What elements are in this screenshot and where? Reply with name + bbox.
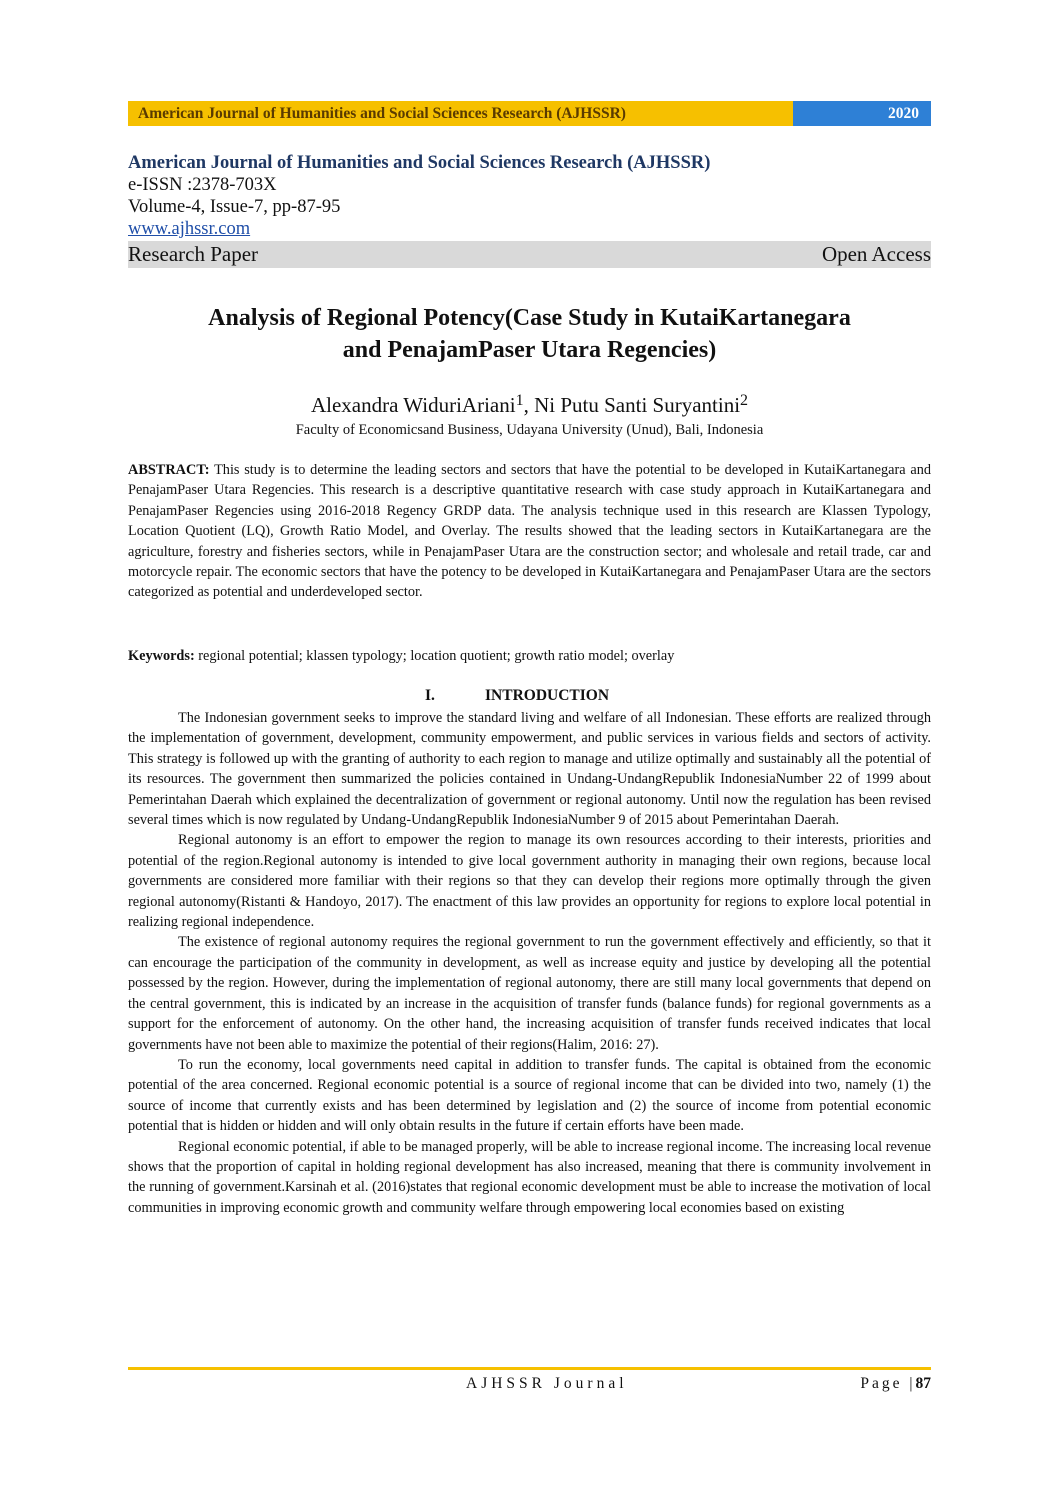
journal-issn: e-ISSN :2378-703X — [128, 175, 277, 195]
paragraph: The Indonesian government seeks to improve the standard living and welfare of all Indonesian. These efforts are realized through the implementation of government, development, community empowerment, and public services in various fields and sectors of activity. This strategy is followed up with the granting of authority to each region to manage and utilize optimally and sustainably all the potential of its resources. The government then summarized the policies contained in Undang-UndangRepublik IndonesiaNumber 22 of 1999 about Pemerintahan Daerah which explained the decentralization of government or regional autonomy. Until now the regulation has been revised several times which is now regulated by Undang-UndangRepublik IndonesiaNumber 9 of 2015 about Pemerintahan Daerah. — [128, 710, 931, 829]
paragraph: The existence of regional autonomy requires the regional government to run the government effectively and efficiently, so that it can encourage the participation of the community in development, as well as increase equity and justice by developing all the potential possessed by the region. However, during the implementation of regional autonomy, there are still many local governments that depend on the central government, this is indicated by an increase in the acquisition of transfer funds (balance funds) for regional governments as a support for the enforcement of autonomy. On the other hand, the increasing acquisition of transfer funds received indicates that local governments have not been able to maximize the potential of their regions(Halim, 2016: 27). — [128, 934, 931, 1053]
paper-title-line-1: Analysis of Regional Potency(Case Study in KutaiKartanegara — [208, 305, 851, 331]
paragraph: Regional economic potential, if able to be managed properly, will be able to increase regional income. The increasing local revenue shows that the proportion of capital in holding regional development has also increased, meaning that there is community involvement in the running of government.Karsinah et al. (2016)states that regional economic development must be able to increase the motivation of local communities in improving economic growth and community welfare through empowering local economies based on existing — [128, 1138, 931, 1216]
author-2-affiliation-mark: 2 — [740, 392, 749, 409]
running-header — [128, 101, 931, 126]
paper-type: Research Paper — [128, 242, 259, 266]
journal-url-link[interactable]: www.ajhssr.com — [128, 219, 251, 239]
author-2: Ni Putu Santi Suryantini — [534, 393, 741, 417]
author-list — [128, 387, 931, 419]
keywords-label: Keywords: — [128, 648, 195, 664]
abstract-text: This study is to determine the leading sectors and sectors that have the potential to be developed in KutaiKartanegara and PenajamPaser Utara Regencies. This research is a descriptive quantitative research with case study approach in KutaiKartanegara and PenajamPaser Regencies using 2016-2018 Regency GRDP data. The analysis technique used in this research are Klassen Typology, Location Quotient (LQ), Growth Ratio Model, and Overlay. The results showed that the leading sectors in KutaiKartanegara are the agriculture, forestry and fisheries sectors, while in PenajamPaser Utara are the construction sector; and wholesale and retail trade, car and motorcycle repair. The economic sectors that have the potency to be developed in KutaiKartanegara and PenajamPaser Utara are the sectors categorized as potential and underdeveloped sector. — [128, 462, 931, 601]
footer-page-number: 87 — [915, 1375, 931, 1392]
footer-page — [860, 1375, 931, 1393]
journal-info — [128, 152, 931, 268]
author-separator: , — [523, 393, 535, 417]
journal-name: American Journal of Humanities and Social Sciences Research (AJHSSR) — [128, 153, 711, 173]
paper-type-bar — [128, 241, 931, 268]
author-1: Alexandra WiduriAriani — [310, 393, 516, 417]
access-type: Open Access — [821, 242, 931, 266]
journal-volume: Volume-4, Issue-7, pp-87-95 — [128, 197, 341, 217]
section-title: INTRODUCTION — [485, 687, 610, 704]
section-number: I. — [425, 687, 435, 704]
abstract-label: ABSTRACT: — [128, 462, 210, 478]
author-1-affiliation-mark: 1 — [515, 392, 524, 409]
paper-title — [128, 302, 931, 366]
page-footer — [128, 1375, 931, 1397]
running-header-year: 2020 — [793, 101, 931, 126]
keywords — [128, 646, 931, 666]
paragraph: To run the economy, local governments need capital in addition to transfer funds. The capital is obtained from the economic potential of the area concerned. Regional economic potential is a source of regional income that can be divided into two, namely (1) the source of income that currently exists and has been determined by legislation and (2) the source of income from potential economic potential that is hidden or hidden and will only obtain results in the future if certain efforts have been made. — [128, 1056, 931, 1135]
footer-page-label: Page | — [860, 1375, 916, 1392]
paragraph: Regional autonomy is an effort to empower the region to manage its own resources according to their interests, priorities and potential of the region.Regional autonomy is intended to give local government authority in managing their own regions, because local governments are considered more familiar with their regions so that they can develop their regions more optimally through the given regional autonomy(Ristanti & Handoyo, 2017). The enactment of this law provides an opportunity for regions to explore local potential in realizing regional independence. — [128, 832, 931, 931]
footer-journal: AJHSSR Journal — [466, 1375, 628, 1392]
abstract — [128, 460, 931, 603]
paper-title-line-2: and PenajamPaser Utara Regencies) — [342, 337, 717, 363]
keywords-text: regional potential; klassen typology; location quotient; growth ratio model; overlay — [194, 648, 675, 664]
running-header-journal: American Journal of Humanities and Social Sciences Research (AJHSSR) — [128, 101, 793, 126]
footer-rule — [128, 1367, 931, 1370]
introduction-body — [128, 708, 931, 1218]
affiliation: Faculty of Economicsand Business, Udayana University (Unud), Bali, Indonesia — [295, 422, 764, 438]
